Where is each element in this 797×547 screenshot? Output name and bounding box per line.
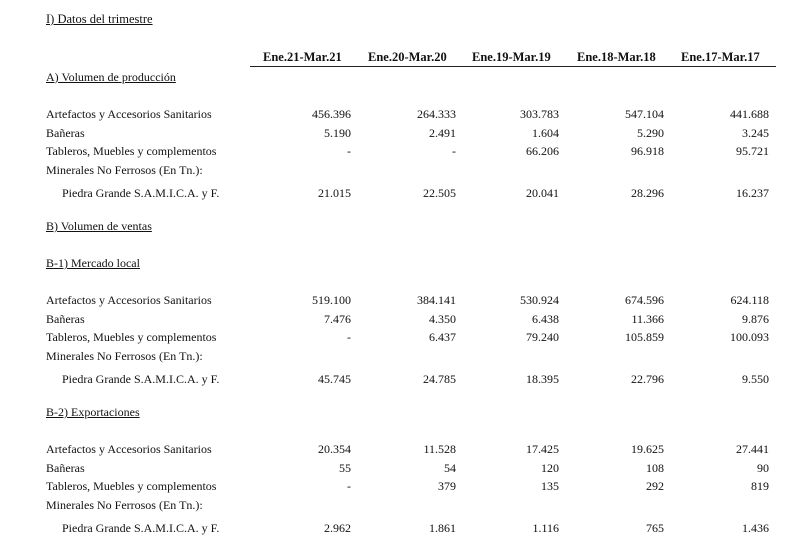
table-cell: 624.118 bbox=[730, 293, 769, 307]
table-cell: 519.100 bbox=[312, 293, 351, 307]
column-header-1: Ene.21-Mar.21 bbox=[263, 50, 342, 64]
table-cell: 105.859 bbox=[625, 330, 664, 345]
column-header-4: Ene.18-Mar.18 bbox=[577, 50, 656, 64]
table-cell: 456.396 bbox=[312, 107, 351, 121]
table-cell: 2.491 bbox=[429, 125, 456, 140]
table-cell: 5.290 bbox=[637, 125, 664, 140]
header-rule bbox=[250, 66, 776, 67]
table-cell: 16.237 bbox=[736, 186, 769, 201]
table-cell: 66.206 bbox=[526, 144, 559, 159]
table-cell: 108 bbox=[646, 460, 664, 475]
column-header-2: Ene.20-Mar.20 bbox=[368, 50, 447, 64]
table-cell: 441.688 bbox=[730, 107, 769, 121]
table-cell: 547.104 bbox=[625, 107, 664, 121]
table-cell: 28.296 bbox=[631, 186, 664, 201]
row-label: Minerales No Ferrosos (En Tn.): bbox=[46, 162, 203, 177]
row-label: Tableros, Muebles y complementos bbox=[46, 330, 217, 345]
table-cell: 90 bbox=[757, 460, 769, 475]
table-cell: 303.783 bbox=[520, 107, 559, 121]
table-cell: 20.354 bbox=[318, 442, 351, 456]
table-cell: - bbox=[347, 144, 351, 159]
section-subheading-local-market: B-1) Mercado local bbox=[46, 256, 140, 270]
table-cell: 530.924 bbox=[520, 293, 559, 307]
table-cell: - bbox=[347, 330, 351, 345]
table-cell: 27.441 bbox=[736, 442, 769, 456]
row-label: Bañeras bbox=[46, 460, 85, 475]
table-cell: 1.604 bbox=[532, 125, 559, 140]
table-cell: 79.240 bbox=[526, 330, 559, 345]
table-cell: 2.962 bbox=[324, 521, 351, 536]
table-cell: 17.425 bbox=[526, 442, 559, 456]
table-cell: 96.918 bbox=[631, 144, 664, 159]
table-cell: 22.796 bbox=[631, 372, 664, 387]
column-header-3: Ene.19-Mar.19 bbox=[472, 50, 551, 64]
table-cell: 54 bbox=[444, 460, 456, 475]
table-cell: - bbox=[347, 479, 351, 494]
table-cell: 292 bbox=[646, 479, 664, 494]
row-label: Bañeras bbox=[46, 125, 85, 140]
table-cell: 384.141 bbox=[417, 293, 456, 307]
row-label: Minerales No Ferrosos (En Tn.): bbox=[46, 348, 203, 363]
table-cell: 45.745 bbox=[318, 372, 351, 387]
table-cell: 674.596 bbox=[625, 293, 664, 307]
table-cell: 1.116 bbox=[532, 521, 559, 536]
table-cell: 55 bbox=[339, 460, 351, 475]
table-cell: 19.625 bbox=[631, 442, 664, 456]
table-cell: 1.861 bbox=[429, 521, 456, 536]
table-cell: 765 bbox=[646, 521, 664, 536]
document-title: I) Datos del trimestre bbox=[46, 12, 153, 26]
section-heading-sales: B) Volumen de ventas bbox=[46, 219, 152, 233]
row-label: Tableros, Muebles y complementos bbox=[46, 479, 217, 494]
table-cell: 7.476 bbox=[324, 311, 351, 326]
table-cell: 135 bbox=[541, 479, 559, 494]
table-cell: 819 bbox=[751, 479, 769, 494]
row-label: Minerales No Ferrosos (En Tn.): bbox=[46, 497, 203, 512]
row-label: Piedra Grande S.A.M.I.C.A. y F. bbox=[62, 372, 220, 387]
row-label: Piedra Grande S.A.M.I.C.A. y F. bbox=[62, 186, 220, 201]
table-cell: 264.333 bbox=[417, 107, 456, 121]
table-cell: 6.437 bbox=[429, 330, 456, 345]
section-heading-exports: B-2) Exportaciones bbox=[46, 405, 140, 419]
table-cell: 3.245 bbox=[742, 125, 769, 140]
table-cell: 120 bbox=[541, 460, 559, 475]
row-label: Artefactos y Accesorios Sanitarios bbox=[46, 293, 212, 307]
table-cell: 18.395 bbox=[526, 372, 559, 387]
row-label: Tableros, Muebles y complementos bbox=[46, 144, 217, 159]
table-cell: 21.015 bbox=[318, 186, 351, 201]
section-heading-production: A) Volumen de producción bbox=[46, 70, 176, 84]
table-cell: 1.436 bbox=[742, 521, 769, 536]
table-cell: 6.438 bbox=[532, 311, 559, 326]
table-cell: 11.366 bbox=[631, 311, 664, 326]
row-label: Artefactos y Accesorios Sanitarios bbox=[46, 442, 212, 456]
table-cell: 9.876 bbox=[742, 311, 769, 326]
table-cell: 9.550 bbox=[742, 372, 769, 387]
table-cell: 20.041 bbox=[526, 186, 559, 201]
table-cell: 11.528 bbox=[423, 442, 456, 456]
table-cell: 5.190 bbox=[324, 125, 351, 140]
table-cell: 24.785 bbox=[423, 372, 456, 387]
row-label: Bañeras bbox=[46, 311, 85, 326]
table-cell: 4.350 bbox=[429, 311, 456, 326]
table-cell: 100.093 bbox=[730, 330, 769, 345]
row-label: Piedra Grande S.A.M.I.C.A. y F. bbox=[62, 521, 220, 536]
table-cell: 95.721 bbox=[736, 144, 769, 159]
row-label: Artefactos y Accesorios Sanitarios bbox=[46, 107, 212, 121]
table-cell: - bbox=[452, 144, 456, 159]
table-cell: 22.505 bbox=[423, 186, 456, 201]
table-cell: 379 bbox=[438, 479, 456, 494]
column-header-5: Ene.17-Mar.17 bbox=[681, 50, 760, 64]
